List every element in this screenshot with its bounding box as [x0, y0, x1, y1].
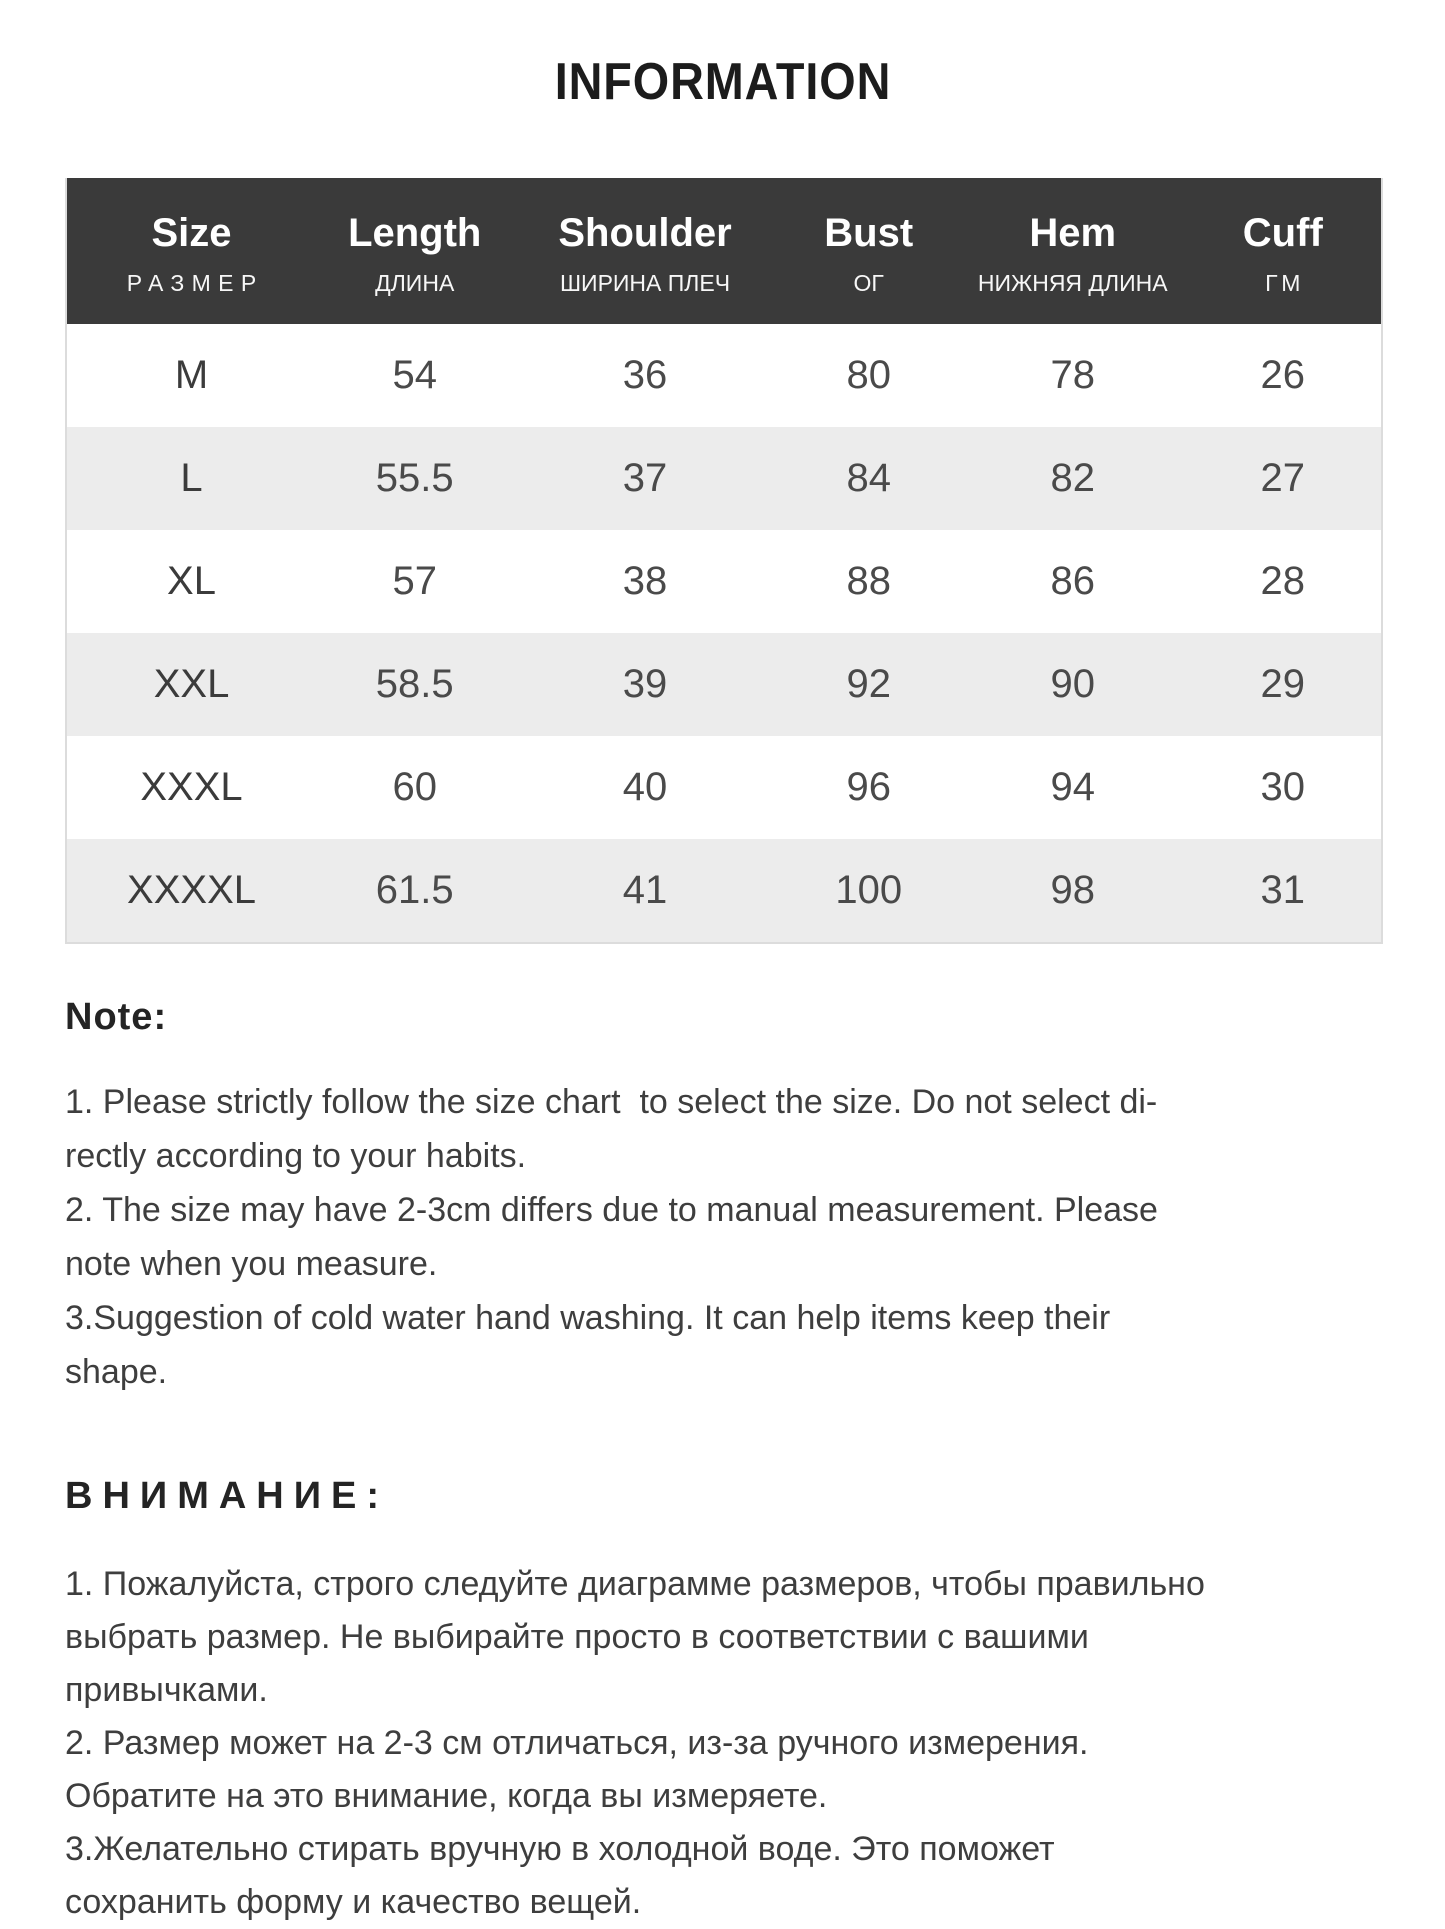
page-title: INFORMATION	[554, 53, 891, 111]
header-label-en: Length	[348, 211, 482, 255]
value-cell: 28	[1260, 559, 1306, 603]
size-cell: L	[180, 456, 203, 500]
note-line: сохранить форму и качество вещей.	[65, 1883, 642, 1921]
table-row-l	[66, 427, 1382, 530]
value-cell: 55.5	[375, 456, 454, 500]
value-cell: 40	[622, 765, 668, 809]
header-cell-shoulder	[513, 178, 776, 324]
value-cell: 94	[1050, 765, 1095, 809]
value-cell: 78	[1050, 353, 1095, 397]
value-cell: 86	[1050, 559, 1095, 603]
note-line: привычками.	[65, 1671, 268, 1709]
value-cell: 29	[1260, 662, 1306, 706]
header-row	[66, 178, 1382, 324]
note-text-english	[65, 1075, 1385, 1399]
size-cell: XXXXL	[127, 868, 256, 912]
header-cell-length	[316, 178, 513, 324]
value-cell: 90	[1050, 662, 1095, 706]
value-cell: 84	[846, 456, 891, 500]
note-line: 1. Please strictly follow the size chart to select the size. Do not select di-	[65, 1083, 1158, 1121]
table-row-m	[66, 324, 1382, 427]
table-row-xxxl	[66, 736, 1382, 839]
value-cell: 82	[1050, 456, 1095, 500]
header-label-ru: НИЖНЯЯ ДЛИНА	[977, 270, 1168, 296]
size-cell: M	[174, 353, 209, 397]
header-label-ru: ДЛИНА	[375, 270, 455, 296]
header-label-ru: РАЗМЕР	[126, 270, 264, 296]
value-cell: 26	[1260, 353, 1306, 397]
header-label-en: Size	[151, 211, 232, 255]
note-line: 3.Желательно стирать вручную в холодной воде. Это поможет	[65, 1830, 1055, 1868]
note-line: выбрать размер. Не выбирайте просто в соответствии с вашими	[65, 1618, 1089, 1656]
header-label-ru: ОГ	[853, 270, 884, 296]
value-cell: 92	[846, 662, 891, 706]
note-line: shape.	[65, 1353, 168, 1391]
note-line: 2. Размер может на 2-3 см отличаться, из-за ручного измерения.	[65, 1724, 1089, 1762]
header-cell-hem	[961, 178, 1185, 324]
value-cell: 60	[392, 765, 437, 809]
note-heading-russian: ВНИМАНИЕ:	[65, 1475, 390, 1517]
note-section-russian	[65, 1475, 1385, 1929]
note-line: rectly according to your habits.	[65, 1137, 527, 1175]
size-table-body	[66, 324, 1382, 943]
value-cell: 38	[622, 559, 668, 603]
header-label-ru: ШИРИНА ПЛЕЧ	[559, 270, 731, 296]
value-cell: 96	[846, 765, 891, 809]
size-table	[65, 178, 1383, 944]
header-label-en: Bust	[824, 211, 914, 255]
value-cell: 27	[1260, 456, 1306, 500]
value-cell: 98	[1050, 868, 1095, 912]
note-heading-english: Note:	[65, 996, 168, 1038]
header-cell-bust	[777, 178, 961, 324]
size-table-wrap	[65, 178, 1383, 944]
note-line: 1. Пожалуйста, строго следуйте диаграмме размеров, чтобы правильно	[65, 1565, 1205, 1603]
note-line: 3.Suggestion of cold water hand washing. It can help items keep their	[65, 1299, 1111, 1337]
note-line: Обратите на это внимание, когда вы измеряете.	[65, 1777, 828, 1815]
size-table-header	[66, 178, 1382, 324]
size-cell: XXXL	[140, 765, 243, 809]
header-label-en: Shoulder	[558, 211, 732, 255]
value-cell: 39	[622, 662, 668, 706]
value-cell: 58.5	[375, 662, 454, 706]
value-cell: 30	[1260, 765, 1306, 809]
value-cell: 41	[622, 868, 668, 912]
note-text-russian	[65, 1558, 1385, 1929]
table-row-xxl	[66, 633, 1382, 736]
value-cell: 88	[846, 559, 891, 603]
note-line: 2. The size may have 2-3cm differs due to manual measurement. Please	[65, 1191, 1158, 1229]
header-label-ru: ГМ	[1265, 270, 1305, 296]
value-cell: 54	[392, 353, 437, 397]
table-row-xl	[66, 530, 1382, 633]
value-cell: 57	[392, 559, 437, 603]
header-label-en: Hem	[1029, 211, 1117, 255]
note-line: note when you measure.	[65, 1245, 438, 1283]
value-cell: 80	[846, 353, 891, 397]
value-cell: 100	[835, 868, 903, 912]
note-section-english	[65, 996, 1385, 1399]
value-cell: 61.5	[375, 868, 454, 912]
value-cell: 31	[1260, 868, 1306, 912]
value-cell: 37	[622, 456, 668, 500]
header-label-en: Cuff	[1242, 211, 1323, 255]
title-wrap	[0, 0, 1445, 112]
size-cell: XL	[167, 559, 216, 603]
value-cell: 36	[622, 353, 668, 397]
size-cell: XXL	[153, 662, 230, 706]
table-row-xxxxl	[66, 839, 1382, 943]
header-cell-size	[66, 178, 316, 324]
header-cell-cuff	[1185, 178, 1382, 324]
